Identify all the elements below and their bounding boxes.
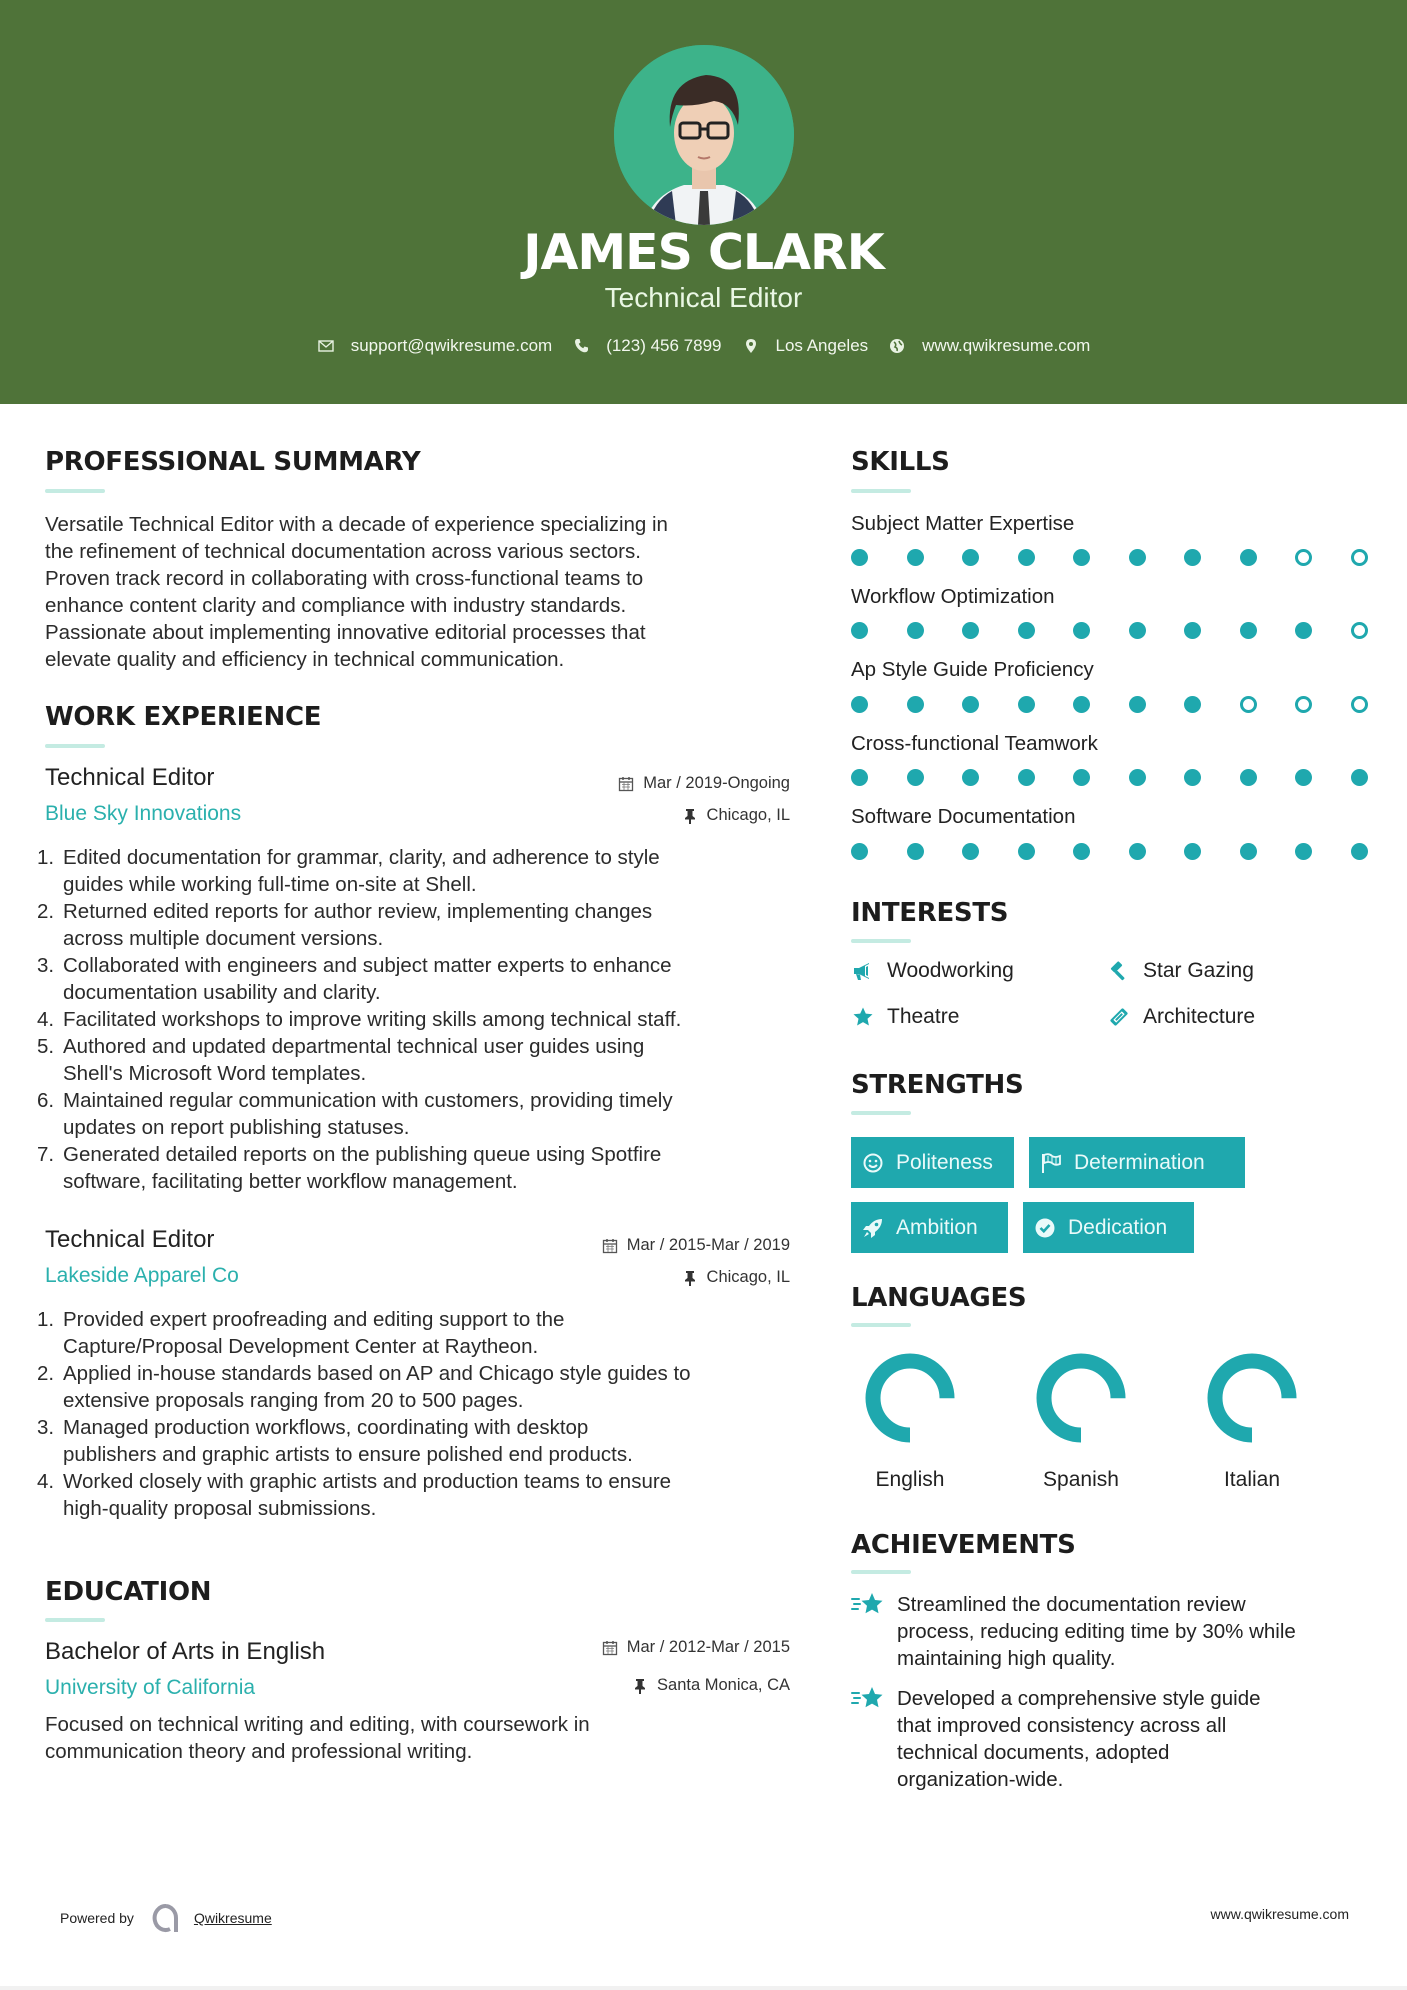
company-name: Blue Sky Innovations (45, 802, 242, 825)
strength-badge: Ambition (851, 1202, 1008, 1253)
map-pin-icon (742, 337, 760, 355)
skill-dot (907, 549, 924, 566)
language-progress-ring (864, 1352, 956, 1444)
skill-rating (851, 549, 1371, 567)
skill-rating (851, 769, 1371, 787)
skill-dot (1129, 622, 1146, 639)
section-underline (45, 489, 105, 493)
education-dates: Mar / 2012-Mar / 2015 (602, 1638, 790, 1657)
skill-dot (962, 843, 979, 860)
globe-icon (888, 337, 906, 355)
section-underline (45, 1618, 105, 1622)
skill-dot (851, 549, 868, 566)
language-name: English (875, 1468, 945, 1491)
job-responsibilities (37, 1306, 805, 1522)
skill-dot (962, 622, 979, 639)
calendar-icon (602, 1640, 618, 1656)
ticket-icon (1107, 1005, 1131, 1029)
skill-dot (1240, 696, 1257, 713)
skill-name: Workflow Optimization (851, 585, 1055, 608)
section-title-skills: SKILLS (851, 447, 950, 477)
education-location: Santa Monica, CA (632, 1676, 790, 1695)
contact-email[interactable] (317, 336, 553, 356)
powered-by (60, 1902, 272, 1934)
check-circle-icon (1034, 1217, 1056, 1239)
powered-by-label: Powered by (60, 1910, 134, 1926)
skill-dot (1018, 696, 1035, 713)
language-progress-ring (1206, 1352, 1298, 1444)
flag-icon (1040, 1152, 1062, 1174)
section-underline (851, 1323, 911, 1327)
skill-dot (1018, 769, 1035, 786)
star-icon (851, 1005, 875, 1029)
section-title-languages: LANGUAGES (851, 1283, 1027, 1313)
job-location: Chicago, IL (682, 806, 790, 825)
skill-dot (1073, 696, 1090, 713)
contact-bar (0, 336, 1407, 356)
school-name: University of California (45, 1676, 256, 1699)
list-item: 4. Facilitated workshops to improve writing skills among technical staff. (37, 1008, 682, 1031)
qwikresume-link[interactable]: Qwikresume (193, 1910, 272, 1926)
achievement-item (851, 1591, 1371, 1672)
interest-item: Star Gazing (1107, 959, 1254, 983)
list-item: 1. Provided expert proofreading and editing support to the Capture/Proposal Development Center at Raytheon. (37, 1308, 565, 1358)
skill-dot (851, 769, 868, 786)
language-progress-ring (1035, 1352, 1127, 1444)
skill-dot (1184, 622, 1201, 639)
strength-badge: Determination (1029, 1137, 1245, 1188)
skill-rating (851, 696, 1371, 714)
skill-dot (851, 696, 868, 713)
contact-phone[interactable] (572, 336, 721, 356)
calendar-icon (618, 776, 634, 792)
skill-dot (1351, 622, 1368, 639)
pushpin-icon (682, 1270, 698, 1286)
list-item: 5. Authored and updated departmental technical user guides using Shell's Microsoft Word templates. (37, 1035, 645, 1085)
skill-dot (1129, 549, 1146, 566)
contact-website-text: www.qwikresume.com (922, 336, 1091, 355)
skill-dot (1073, 769, 1090, 786)
achievement-item (851, 1685, 1371, 1793)
skill-dot (1351, 696, 1368, 713)
pushpin-icon (682, 808, 698, 824)
job-dates: Mar / 2015-Mar / 2019 (602, 1236, 790, 1255)
skill-name: Software Documentation (851, 805, 1076, 828)
language-item (1016, 1352, 1146, 1492)
skill-dot (1073, 622, 1090, 639)
candidate-title: Technical Editor (604, 282, 803, 313)
language-item (845, 1352, 975, 1492)
list-item: 1. Edited documentation for grammar, clarity, and adherence to style guides while working full-time on-site at Shell. (37, 846, 660, 896)
shooting-star-icon (851, 1685, 885, 1715)
skill-dot (1018, 549, 1035, 566)
skill-dot (1073, 843, 1090, 860)
section-underline (851, 1111, 911, 1115)
skill-dot (1351, 769, 1368, 786)
skill-dot (1295, 843, 1312, 860)
envelope-icon (317, 337, 335, 355)
job-title: Technical Editor (45, 1226, 215, 1253)
interest-item: Woodworking (851, 959, 1014, 983)
skill-dot (907, 696, 924, 713)
contact-phone-text: (123) 456 7899 (606, 336, 722, 355)
list-item: 2. Applied in-house standards based on AP and Chicago style guides to extensive proposals ranging from 20 to 500 pages. (37, 1362, 691, 1412)
list-item: 7. Generated detailed reports on the publishing queue using Spotfire software, facilitating better workflow management. (37, 1143, 662, 1193)
list-item: 3. Collaborated with engineers and subject matter experts to enhance documentation usability and clarity. (37, 954, 672, 1004)
skill-dot (1129, 769, 1146, 786)
achievement-text: Developed a comprehensive style guide that improved consistency across all technical documents, adopted organization-wide. (897, 1687, 1261, 1791)
contact-location-text: Los Angeles (775, 336, 869, 355)
skill-dot (1295, 769, 1312, 786)
skill-dot (1129, 696, 1146, 713)
skill-name: Ap Style Guide Proficiency (851, 658, 1094, 681)
skill-dot (1240, 769, 1257, 786)
skill-dot (907, 769, 924, 786)
skill-dot (907, 843, 924, 860)
section-title-experience: WORK EXPERIENCE (45, 702, 322, 732)
section-title-education: EDUCATION (45, 1577, 212, 1607)
job-title: Technical Editor (45, 764, 215, 791)
skill-dot (1240, 622, 1257, 639)
megaphone-icon (851, 959, 875, 983)
person-portrait-icon (614, 45, 794, 225)
summary-text: Versatile Technical Editor with a decade of experience specializing in the refinement of technical documentation across various sectors. Proven track record in collaborating with cross-functional teams to enhance content clarity and compliance with industry standards. Passionate about implementing innovative editorial processes that elevate quality and efficiency in technical communication. (45, 513, 668, 671)
resume-header (0, 0, 1407, 404)
section-underline (851, 1570, 911, 1574)
contact-location (742, 336, 869, 356)
skill-dot (1295, 622, 1312, 639)
shooting-star-icon (851, 1591, 885, 1621)
contact-email-text: support@qwikresume.com (350, 336, 553, 355)
page-bottom-edge (0, 1986, 1407, 1990)
education-description: Focused on technical writing and editing, with coursework in communication theory and professional writing. (45, 1713, 590, 1763)
section-title-achievements: ACHIEVEMENTS (851, 1530, 1076, 1560)
section-title-interests: INTERESTS (851, 898, 1009, 928)
job-responsibilities (37, 844, 805, 1195)
job-dates: Mar / 2019-Ongoing (618, 774, 790, 793)
section-underline (45, 744, 105, 748)
skill-dot (962, 696, 979, 713)
phone-icon (572, 337, 590, 355)
list-item: 6. Maintained regular communication with customers, providing timely updates on report publishing statuses. (37, 1089, 673, 1139)
skill-dot (1351, 843, 1368, 860)
skill-dot (1240, 843, 1257, 860)
gavel-icon (1107, 959, 1131, 983)
skill-dot (962, 769, 979, 786)
strength-badge: Politeness (851, 1137, 1014, 1188)
skill-dot (1295, 696, 1312, 713)
degree-title: Bachelor of Arts in English (45, 1638, 326, 1665)
skill-rating (851, 622, 1371, 640)
candidate-name: JAMES CLARK (523, 224, 884, 281)
footer-website-link[interactable]: www.qwikresume.com (1210, 1906, 1349, 1922)
skill-dot (1073, 549, 1090, 566)
skill-dot (1240, 549, 1257, 566)
skill-dot (851, 622, 868, 639)
skill-dot (1295, 549, 1312, 566)
skill-dot (1184, 843, 1201, 860)
profile-photo (614, 45, 794, 225)
language-name: Italian (1223, 1468, 1281, 1491)
skill-dot (1129, 843, 1146, 860)
calendar-icon (602, 1238, 618, 1254)
language-name: Spanish (1043, 1468, 1119, 1491)
skill-dot (1351, 549, 1368, 566)
skill-dot (1018, 843, 1035, 860)
list-item: 2. Returned edited reports for author review, implementing changes across multiple document versions. (37, 900, 653, 950)
company-name: Lakeside Apparel Co (45, 1264, 239, 1287)
strength-badge: Dedication (1023, 1202, 1194, 1253)
pushpin-icon (632, 1678, 648, 1694)
rocket-icon (862, 1217, 884, 1239)
job-location: Chicago, IL (682, 1268, 790, 1287)
list-item: 4. Worked closely with graphic artists and production teams to ensure high-quality proposal submissions. (37, 1470, 672, 1520)
skill-dot (1184, 696, 1201, 713)
section-underline (851, 489, 911, 493)
language-item (1187, 1352, 1317, 1492)
section-underline (851, 939, 911, 943)
interest-item: Architecture (1107, 1005, 1255, 1029)
skill-dot (1018, 622, 1035, 639)
skill-dot (907, 622, 924, 639)
contact-website[interactable] (888, 336, 1090, 356)
skill-name: Cross-functional Teamwork (851, 732, 1098, 755)
section-title-strengths: STRENGTHS (851, 1070, 1024, 1100)
achievement-text: Streamlined the documentation review process, reducing editing time by 30% while maintaining high quality. (897, 1593, 1296, 1670)
smile-icon (862, 1152, 884, 1174)
list-item: 3. Managed production workflows, coordinating with desktop publishers and graphic artists to ensure polished end products. (37, 1416, 633, 1466)
skill-dot (962, 549, 979, 566)
skill-name: Subject Matter Expertise (851, 512, 1075, 535)
qwikresume-logo-icon (150, 1902, 182, 1934)
skill-rating (851, 843, 1371, 861)
skill-dot (1184, 549, 1201, 566)
interest-item: Theatre (851, 1005, 959, 1029)
section-title-summary: PROFESSIONAL SUMMARY (45, 447, 421, 477)
skill-dot (851, 843, 868, 860)
skill-dot (1184, 769, 1201, 786)
